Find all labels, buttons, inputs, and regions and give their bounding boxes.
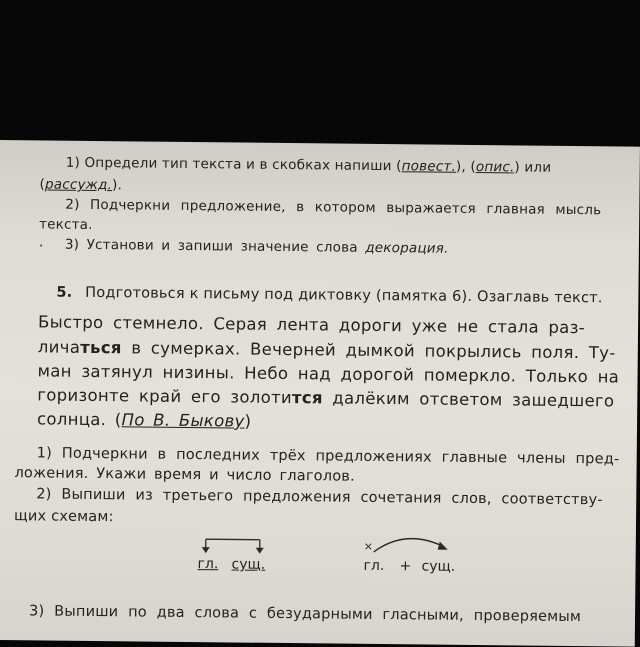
- task4-question-1: 1) Определи тип текста и в скобках напиши (повест.), (опис.) или: [66, 155, 552, 176]
- task4-question-1-cont: (рассужд.).: [39, 176, 122, 193]
- task4-question-2: 2) Подчеркни предложение, в котором выражается главная мысль: [65, 197, 601, 219]
- task4-question-2-cont: текста.: [39, 216, 93, 233]
- task5-question-1: 1) Подчеркни в последних трёх предложениях главные члены пред-: [37, 445, 620, 467]
- scheme-arrow-icon: [196, 534, 276, 555]
- scheme-verb-label: гл.: [363, 558, 384, 574]
- scheme-noun-label: сущ.: [421, 558, 455, 574]
- word-scheme-1: [195, 534, 275, 581]
- cross-mark: ×: [364, 540, 373, 553]
- dictation-text-line-3: ман затянул низины. Небо над дорогой померкло. Только на: [37, 361, 619, 386]
- plus-sign: +: [399, 558, 411, 574]
- curved-arrow-icon: [358, 530, 478, 557]
- task5-question-2: 2) Выпиши из третьего предложения сочетания слов, соответству-: [36, 486, 603, 508]
- task4-question-3: 3) Установи и запиши значение слова декорация.: [65, 237, 449, 257]
- scheme-noun-label: сущ.: [231, 556, 265, 572]
- textbook-page: [0, 140, 640, 647]
- dictation-text-line-4: горизонте край его золотится далёким отсветом зашедшего: [37, 385, 614, 410]
- author-credit: По В. Быкову: [121, 410, 244, 430]
- task5-question-1-cont: ложения. Укажи время и число глаголов.: [14, 465, 355, 485]
- dictation-text-line-1: Быстро стемнело. Серая лента дороги уже не стала раз-: [38, 312, 585, 337]
- dictation-text-line-5: солнца. (По В. Быкову): [37, 409, 251, 430]
- task5-question-2-cont: щих схемам:: [14, 508, 114, 525]
- dictation-text-line-2: личаться в сумерках. Вечерней дымкой покрылись поля. Ту-: [38, 337, 616, 362]
- word-scheme-2: [357, 530, 478, 585]
- bullet-mark: .: [39, 234, 44, 250]
- scheme-verb-label: гл.: [197, 556, 218, 572]
- task5-heading: 5. Подготовься к письму под диктовку (памятка 6). Озаглавь текст.: [56, 285, 602, 307]
- task-number: 5.: [56, 285, 72, 301]
- task5-question-3: 3) Выпиши по два слова с безударными гласными, проверяемым: [29, 603, 581, 625]
